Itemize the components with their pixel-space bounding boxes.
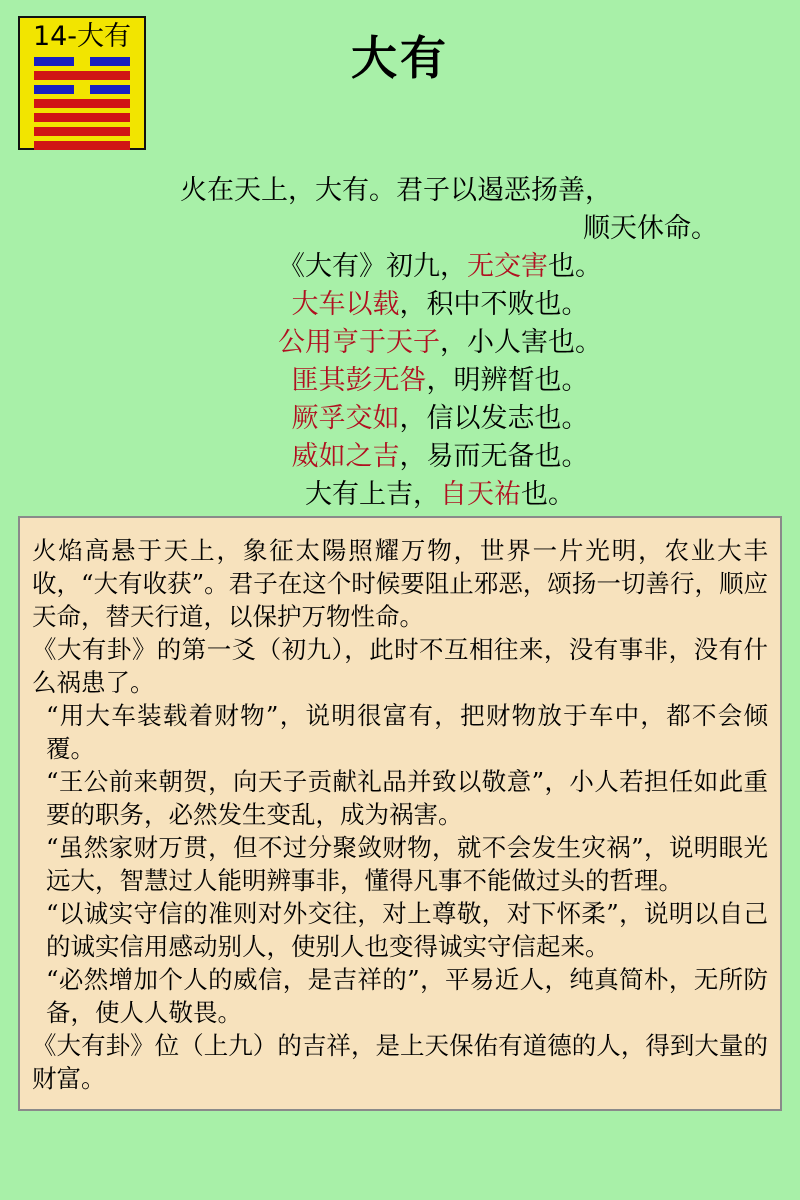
page-title: 大有 — [351, 31, 449, 85]
page-header — [0, 0, 800, 170]
verse-highlight: 自天祐 — [440, 479, 521, 510]
verse-highlight: 公用亨于天子 — [278, 327, 440, 358]
verse-text: 大有上吉， — [305, 479, 440, 510]
verse-line — [120, 324, 760, 362]
commentary-paragraph: “王公前来朝贺，向天子贡献礼品并致以敬意”，小人若担任如此重要的职务，必然发生变乱，成为祸害。 — [46, 767, 768, 829]
verse-highlight: 厥孚交如 — [291, 403, 400, 434]
verse-text: ，易而无备也。 — [399, 441, 589, 472]
verse-line — [120, 210, 760, 248]
verse-text: 《大有》初九， — [278, 251, 467, 282]
commentary-paragraph: 《大有卦》位（上九）的吉祥，是上天保佑有道德的人，得到大量的财富。 — [32, 1031, 768, 1093]
verse-line — [120, 438, 760, 476]
verse-line — [120, 400, 760, 438]
hexagram-badge-label: 14-大有 — [32, 21, 132, 52]
verse-highlight: 大车以载 — [291, 289, 400, 320]
verse-line — [120, 362, 760, 400]
verse-text: 也。 — [548, 251, 602, 282]
verse-text: 也。 — [521, 479, 575, 510]
verse-highlight: 无交害 — [467, 251, 548, 282]
commentary-paragraph: “必然增加个人的威信，是吉祥的”，平易近人，纯真简朴，无所防备，使人人敬畏。 — [46, 965, 768, 1027]
verse-highlight: 匪其彭无咎 — [291, 365, 427, 396]
verse-text: ，积中不败也。 — [399, 289, 589, 320]
commentary-paragraph: “虽然家财万贯，但不过分聚敛财物，就不会发生灾祸”，说明眼光远大，智慧过人能明辨事非，懂得凡事不能做过头的哲理。 — [46, 833, 768, 895]
verse-line — [120, 476, 760, 514]
verse-block — [0, 172, 800, 514]
commentary-paragraph: 火焰高悬于天上，象征太陽照耀万物，世界一片光明，农业大丰收，“大有收获”。君子在这个时候要阻止邪恶，颂扬一切善行，顺应天命，替天行道，以保护万物性命。 — [32, 536, 768, 631]
verse-highlight: 威如之吉 — [291, 441, 400, 472]
hexagram-line-yang — [34, 113, 130, 122]
verse-text: ，小人害也。 — [440, 327, 602, 358]
hexagram-line-yang — [34, 99, 130, 108]
hexagram-line-yang — [34, 127, 130, 136]
verse-line — [120, 286, 760, 324]
verse-text: ，明辨皙也。 — [426, 365, 589, 396]
verse-line — [120, 248, 760, 286]
verse-text: 顺天休命。 — [583, 213, 718, 244]
verse-text: 火在天上，大有。君子以遏恶扬善， — [180, 175, 612, 206]
commentary-paragraph: “以诚实守信的准则对外交往，对上尊敬，对下怀柔”，说明以自己的诚实信用感动别人，使别人也变得诚实守信起来。 — [46, 899, 768, 961]
commentary-panel — [18, 516, 782, 1111]
verse-line — [120, 172, 760, 210]
commentary-paragraph: 《大有卦》的第一爻（初九），此时不互相往来，没有事非，没有什么祸患了。 — [32, 635, 768, 697]
verse-text: ，信以发志也。 — [399, 403, 589, 434]
hexagram-line-yang — [34, 141, 130, 150]
commentary-paragraph: “用大车装载着财物”，说明很富有，把财物放于车中，都不会倾覆。 — [46, 701, 768, 763]
